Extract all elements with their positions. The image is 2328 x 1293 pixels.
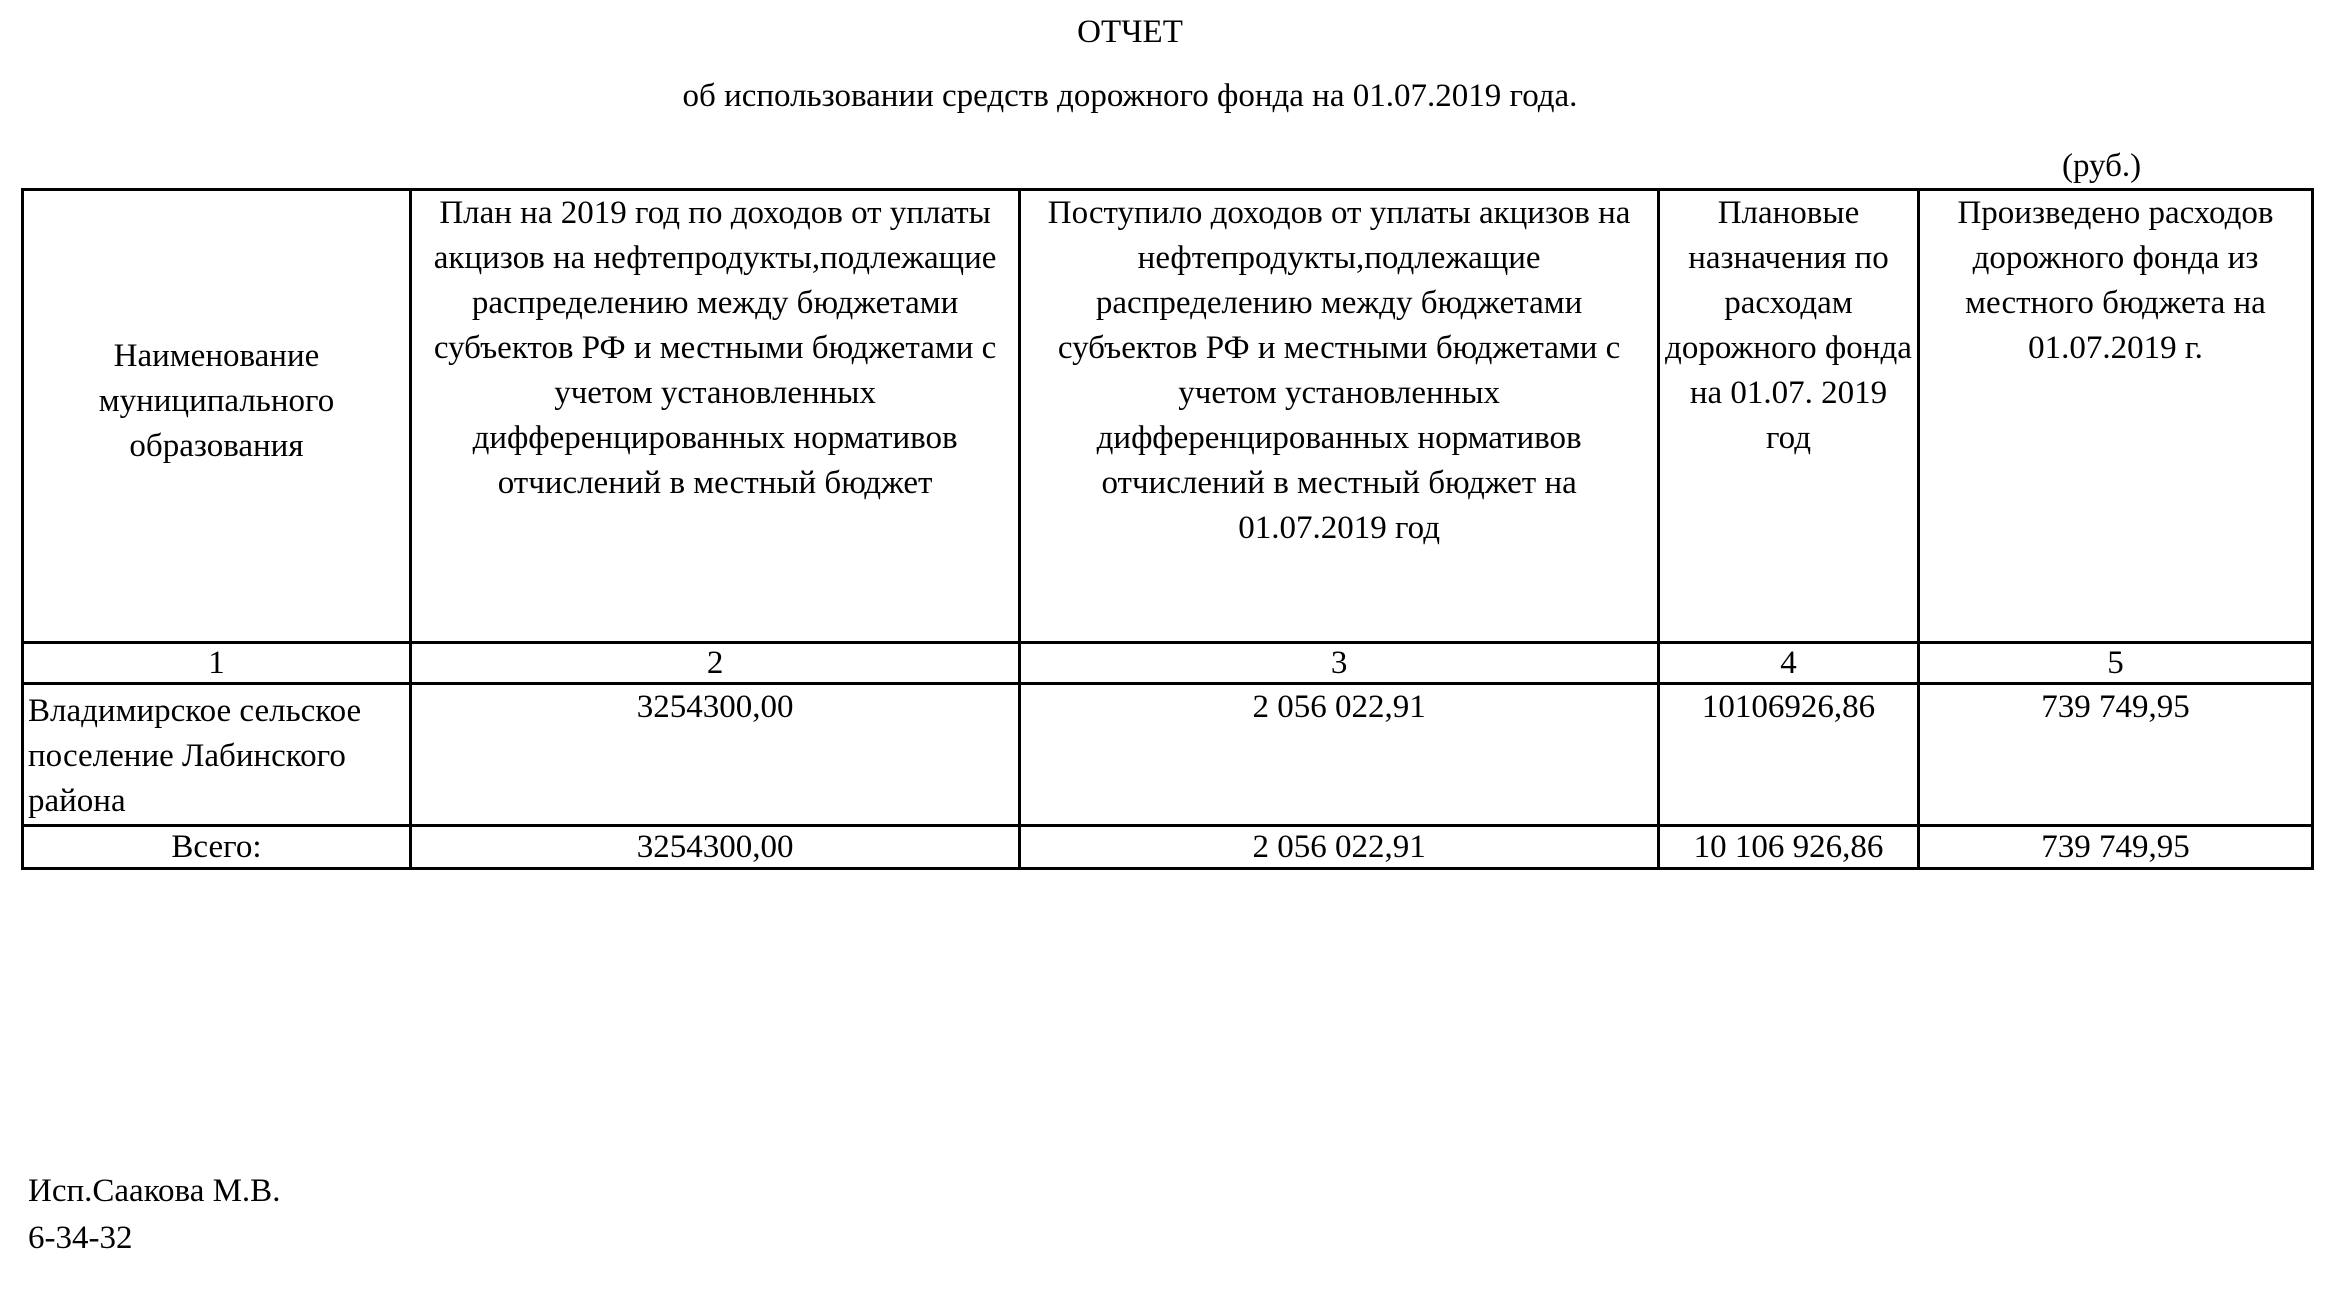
column-header-plan: План на 2019 год по доходов от уплаты акцизов на нефтепродукты,подлежащие распределению между бюджетами субъектов РФ и местными бюджетами с учетом установленных дифференцированных нормативов отчислений в местный бюджет	[410, 190, 1019, 643]
report-title: ОТЧЕТ	[1077, 14, 1183, 50]
total-label: Всего:	[23, 826, 411, 869]
executor-phone: 6-34-32	[28, 1220, 133, 1256]
total-planned-expenses: 10 106 926,86	[1658, 826, 1918, 869]
municipality-name: Владимирское сельское поселение Лабинского района	[23, 684, 411, 826]
column-number: 5	[1918, 643, 2312, 684]
total-row	[23, 826, 2313, 869]
table-header-row	[23, 190, 2313, 643]
planned-expenses-value: 10106926,86	[1658, 684, 1918, 826]
received-value: 2 056 022,91	[1020, 684, 1659, 826]
table-row	[23, 684, 2313, 826]
plan-value: 3254300,00	[410, 684, 1019, 826]
column-header-actual-expenses: Произведено расходов дорожного фонда из местного бюджета на 01.07.2019 г.	[1918, 190, 2312, 643]
column-number: 2	[410, 643, 1019, 684]
column-number: 3	[1020, 643, 1659, 684]
column-header-received: Поступило доходов от уплаты акцизов на нефтепродукты,подлежащие распределению между бюджетами субъектов РФ и местными бюджетами с учетом установленных дифференцированных нормативов отчислений в местный бюджет на 01.07.2019 год	[1020, 190, 1659, 643]
report-table	[21, 188, 2314, 870]
actual-expenses-value: 739 749,95	[1918, 684, 2312, 826]
total-actual-expenses: 739 749,95	[1918, 826, 2312, 869]
column-number: 1	[23, 643, 411, 684]
column-header-name: Наименование муниципального образования	[23, 190, 411, 643]
column-number: 4	[1658, 643, 1918, 684]
currency-unit: (руб.)	[2062, 148, 2142, 184]
column-header-planned-expenses: Плановые назначения по расходам дорожного фонда на 01.07. 2019 год	[1658, 190, 1918, 643]
total-received: 2 056 022,91	[1020, 826, 1659, 869]
total-plan: 3254300,00	[410, 826, 1019, 869]
executor-name: Исп.Саакова М.В.	[28, 1173, 281, 1209]
column-number-row	[23, 643, 2313, 684]
executor-block	[28, 1168, 280, 1262]
report-subtitle: об использовании средств дорожного фонда на 01.07.2019 года.	[682, 78, 1578, 114]
